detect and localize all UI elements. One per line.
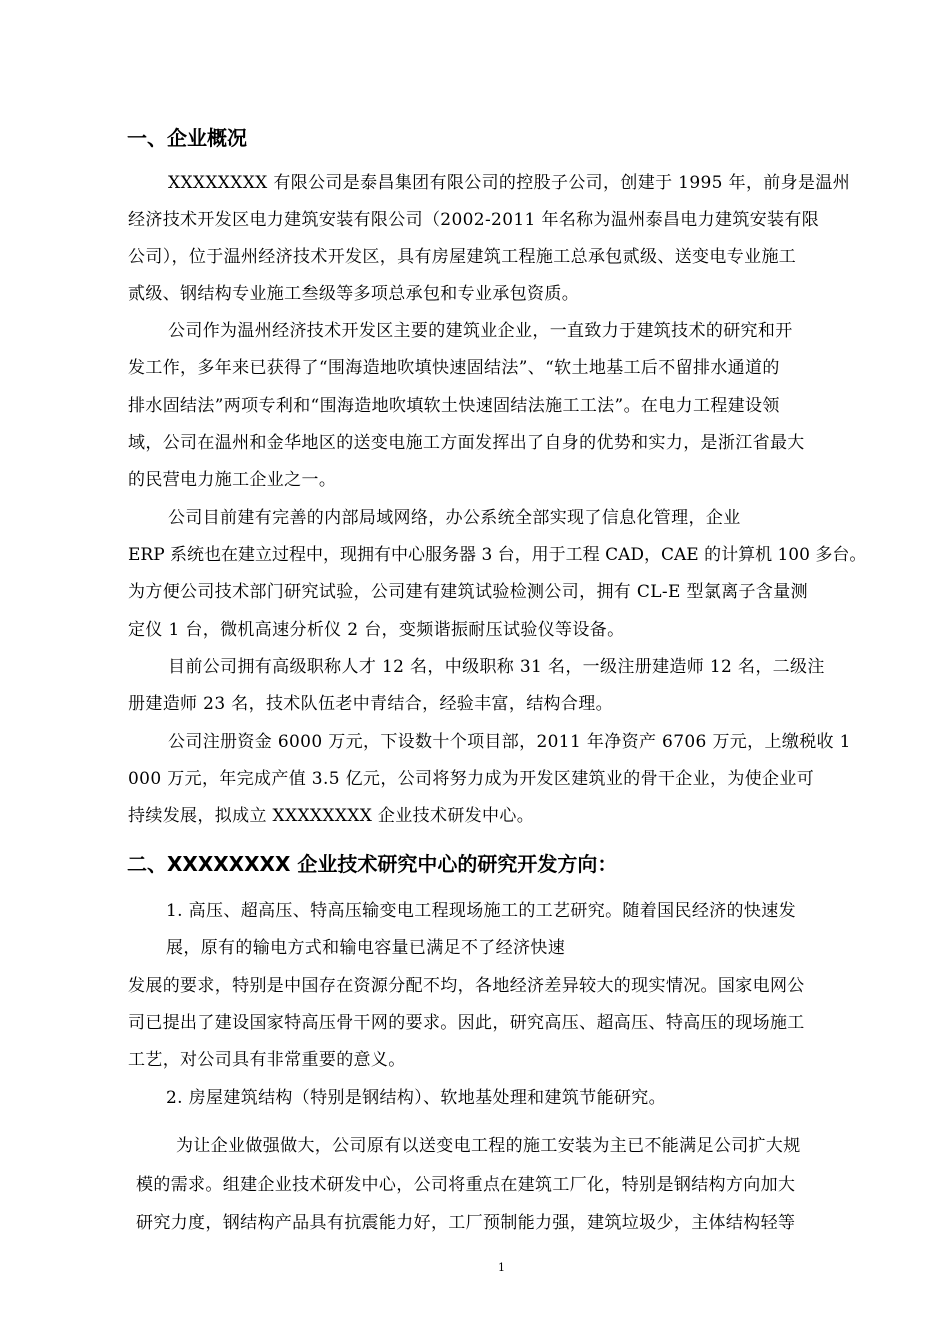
paragraph-line: 域，公司在温州和金华地区的送变电施工方面发挥出了自身的优势和实力，是浙江省最大 — [128, 433, 805, 453]
paragraph-line: 公司作为温州经济技术开发区主要的建筑业企业，一直致力于建筑技术的研究和开 — [168, 321, 793, 341]
paragraph-line: 研究力度，钢结构产品具有抗震能力好，工厂预制能力强，建筑垃圾少，主体结构轻等 — [136, 1213, 796, 1233]
section-heading-overview: 一、企业概况 — [127, 126, 247, 150]
paragraph-line: 目前公司拥有高级职称人才 12 名，中级职称 31 名，一级注册建造师 12 名，二级注 — [168, 657, 825, 677]
list-item-line: 展，原有的输电方式和输电容量已满足不了经济快速 — [166, 938, 566, 958]
paragraph-line: 工艺，对公司具有非常重要的意义。 — [128, 1050, 406, 1070]
paragraph-line: 为让企业做强做大，公司原有以送变电工程的施工安装为主已不能满足公司扩大规 — [176, 1136, 801, 1156]
paragraph-line: 贰级、钢结构专业施工叁级等多项总承包和专业承包资质。 — [128, 284, 580, 304]
paragraph-line: 为方便公司技术部门研究试验，公司建有建筑试验检测公司，拥有 CL-E 型氯离子含量测 — [128, 582, 808, 602]
list-item-line: 2. 房屋建筑结构（特别是钢结构）、软地基处理和建筑节能研究。 — [166, 1088, 666, 1108]
paragraph-line: 公司目前建有完善的内部局域网络，办公系统全部实现了信息化管理，企业 — [168, 508, 741, 528]
page-number: 1 — [498, 1261, 505, 1274]
paragraph-line: ERP 系统也在建立过程中，现拥有中心服务器 3 台，用于工程 CAD，CAE 的计算机 100 多台。 — [128, 545, 867, 565]
paragraph-line: XXXXXXXX 有限公司是泰昌集团有限公司的控股子公司，创建于 1995 年，前身是温州 — [168, 173, 851, 193]
paragraph-line: 册建造师 23 名，技术队伍老中青结合，经验丰富，结构合理。 — [128, 694, 613, 714]
list-item-line: 1. 高压、超高压、特高压输变电工程现场施工的工艺研究。随着国民经济的快速发 — [166, 901, 796, 921]
paragraph-line: 定仪 1 台，微机高速分析仪 2 台，变频谐振耐压试验仪等设备。 — [128, 620, 625, 640]
paragraph-line: 发展的要求，特别是中国存在资源分配不均，各地经济差异较大的现实情况。国家电网公 — [128, 976, 805, 996]
section-heading-research-direction: 二、XXXXXXXX 企业技术研究中心的研究开发方向： — [127, 852, 618, 876]
paragraph-line: 公司），位于温州经济技术开发区，具有房屋建筑工程施工总承包贰级、送变电专业施工 — [128, 247, 797, 267]
paragraph-line: 发工作，多年来已获得了“围海造地吹填快速固结法”、“软土地基工后不留排水通道的 — [128, 358, 780, 378]
paragraph-line: 司已提出了建设国家特高压骨干网的要求。因此，研究高压、超高压、特高压的现场施工 — [128, 1013, 805, 1033]
paragraph-line: 公司注册资金 6000 万元，下设数十个项目部，2011 年净资产 6706 万元，上缴税收 1 — [168, 732, 851, 752]
paragraph-line: 持续发展，拟成立 XXXXXXXX 企业技术研发中心。 — [128, 806, 535, 826]
paragraph-line: 经济技术开发区电力建筑安装有限公司（2002-2011 年名称为温州泰昌电力建筑安装有限 — [128, 210, 820, 230]
paragraph-line: 模的需求。组建企业技术研发中心，公司将重点在建筑工厂化，特别是钢结构方向加大 — [136, 1175, 796, 1195]
paragraph-line: 的民营电力施工企业之一。 — [128, 470, 337, 490]
paragraph-line: 000 万元，年完成产值 3.5 亿元，公司将努力成为开发区建筑业的骨干企业，为使企业可 — [128, 769, 815, 789]
paragraph-line: 排水固结法”两项专利和“围海造地吹填软土快速固结法施工工法”。在电力工程建设领 — [128, 396, 780, 416]
